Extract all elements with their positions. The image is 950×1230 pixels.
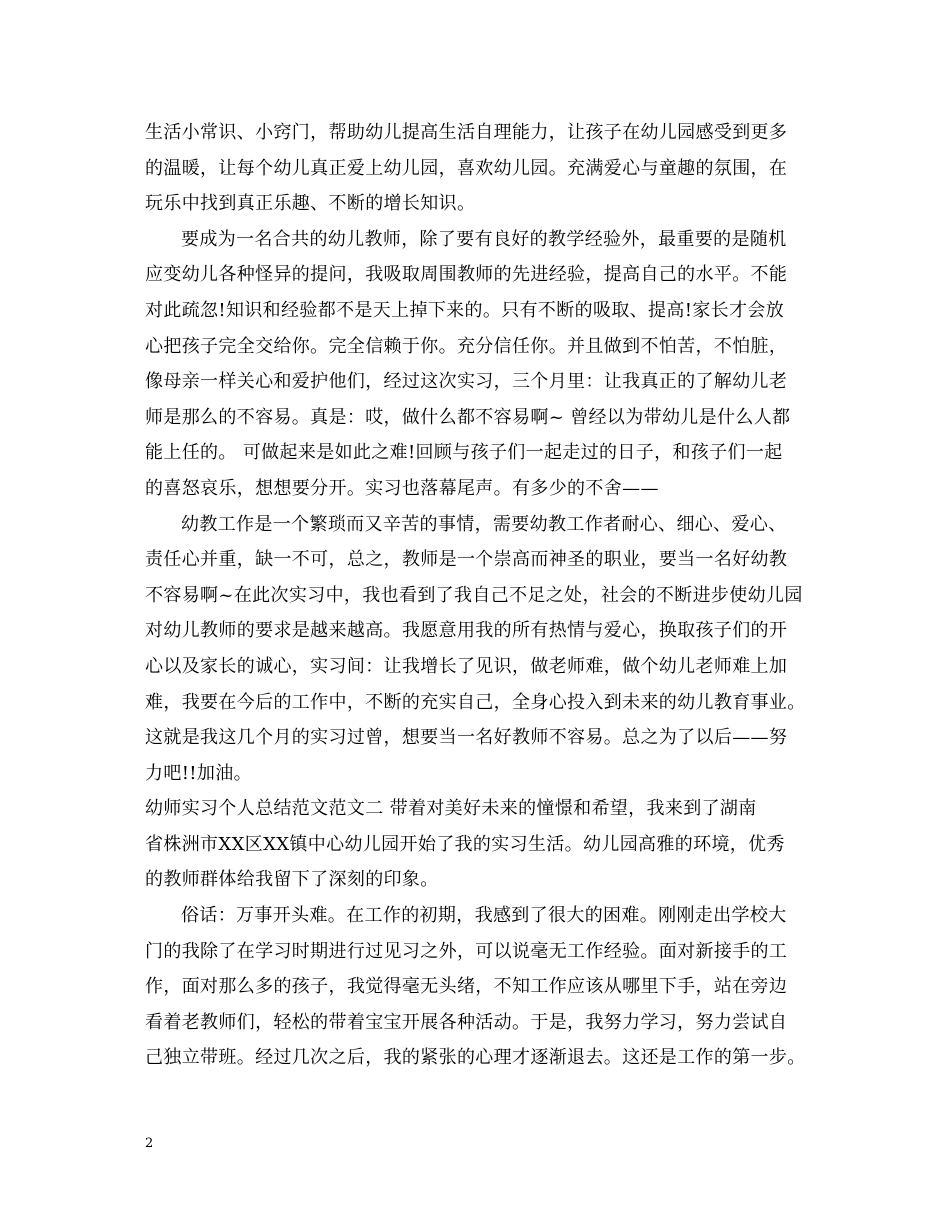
text-line: 玩乐中找到真正乐趣、不断的增长知识。 bbox=[145, 193, 476, 215]
text-line: 幼师实习个人总结范文范文二 带着对美好未来的憧憬和希望，我来到了湖南 bbox=[145, 798, 757, 820]
text-line: 对幼儿教师的要求是越来越高。我愿意用我的所有热情与爱心，换取孩子们的开 bbox=[145, 620, 788, 642]
text-line: 责任心并重，缺一不可，总之，教师是一个崇高而神圣的职业，要当一名好幼教 bbox=[145, 549, 788, 571]
text-line: 的喜怒哀乐，想想要分开。实习也落幕尾声。有多少的不舍—— bbox=[145, 477, 659, 499]
text-line: 心把孩子完全交给你。完全信赖于你。充分信任你。并且做到不怕苦，不怕脏， bbox=[145, 335, 788, 357]
text-line: 心以及家长的诚心，实习间：让我增长了见识，做老师难，做个幼儿老师难上加 bbox=[145, 655, 788, 677]
text-line: 力吧!!加油。 bbox=[145, 762, 252, 784]
text-line: 幼教工作是一个繁琐而又辛苦的事情，需要幼教工作者耐心、细心、爱心、 bbox=[181, 513, 787, 535]
text-line: 生活小常识、小窍门，帮助幼儿提高生活自理能力，让孩子在幼儿园感受到更多 bbox=[145, 122, 788, 143]
text-line: 的温暖，让每个幼儿真正爱上幼儿园，喜欢幼儿园。充满爱心与童趣的氛围，在 bbox=[145, 157, 788, 179]
text-line: 这就是我这几个月的实习过曾，想要当一名好教师不容易。总之为了以后——努 bbox=[145, 727, 788, 749]
text-line: 己独立带班。经过几次之后，我的紧张的心理才逐渐退去。这还是工作的第一步。 bbox=[145, 1047, 806, 1069]
text-line: 要成为一名合共的幼儿教师，除了要有良好的教学经验外，最重要的是随机 bbox=[181, 228, 787, 250]
text-line: 能上任的。 可做起来是如此之难!回顾与孩子们一起走过的日子，和孩子们一起 bbox=[145, 442, 783, 464]
text-line: 应变幼儿各种怪异的提问，我吸取周围教师的先进经验，提高自己的水平。不能 bbox=[145, 264, 788, 286]
text-line: 省株洲市XX区XX镇中心幼儿园开始了我的实习生活。幼儿园高雅的环境，优秀 bbox=[145, 833, 785, 855]
text-line: 俗话：万事开头难。在工作的初期，我感到了很大的困难。刚刚走出学校大 bbox=[181, 905, 787, 927]
document-body bbox=[145, 115, 810, 1076]
text-line: 难，我要在今后的工作中，不断的充实自己，全身心投入到未来的幼儿教育事业。 bbox=[145, 691, 806, 713]
text-line: 对此疏忽!知识和经验都不是天上掉下来的。只有不断的吸取、提高!家长才会放 bbox=[145, 299, 785, 321]
text-line: 像母亲一样关心和爱护他们，经过这次实习，三个月里：让我真正的了解幼儿老 bbox=[145, 371, 788, 393]
page-number: 2 bbox=[145, 1136, 154, 1151]
text-line: 看着老教师们，轻松的带着宝宝开展各种活动。于是，我努力学习，努力尝试自 bbox=[145, 1011, 788, 1033]
text-line: 不容易啊~在此次实习中，我也看到了我自己不足之处，社会的不断进步使幼儿园 bbox=[145, 584, 803, 606]
text-line: 的教师群体给我留下了深刻的印象。 bbox=[145, 869, 439, 891]
text-line: 师是那么的不容易。真是：哎，做什么都不容易啊~ 曾经以为带幼儿是什么人都 bbox=[145, 406, 791, 428]
text-line: 门的我除了在学习时期进行过见习之外，可以说毫无工作经验。面对新接手的工 bbox=[145, 940, 788, 962]
text-line: 作，面对那么多的孩子，我觉得毫无头绪，不知工作应该从哪里下手，站在旁边 bbox=[145, 976, 788, 998]
